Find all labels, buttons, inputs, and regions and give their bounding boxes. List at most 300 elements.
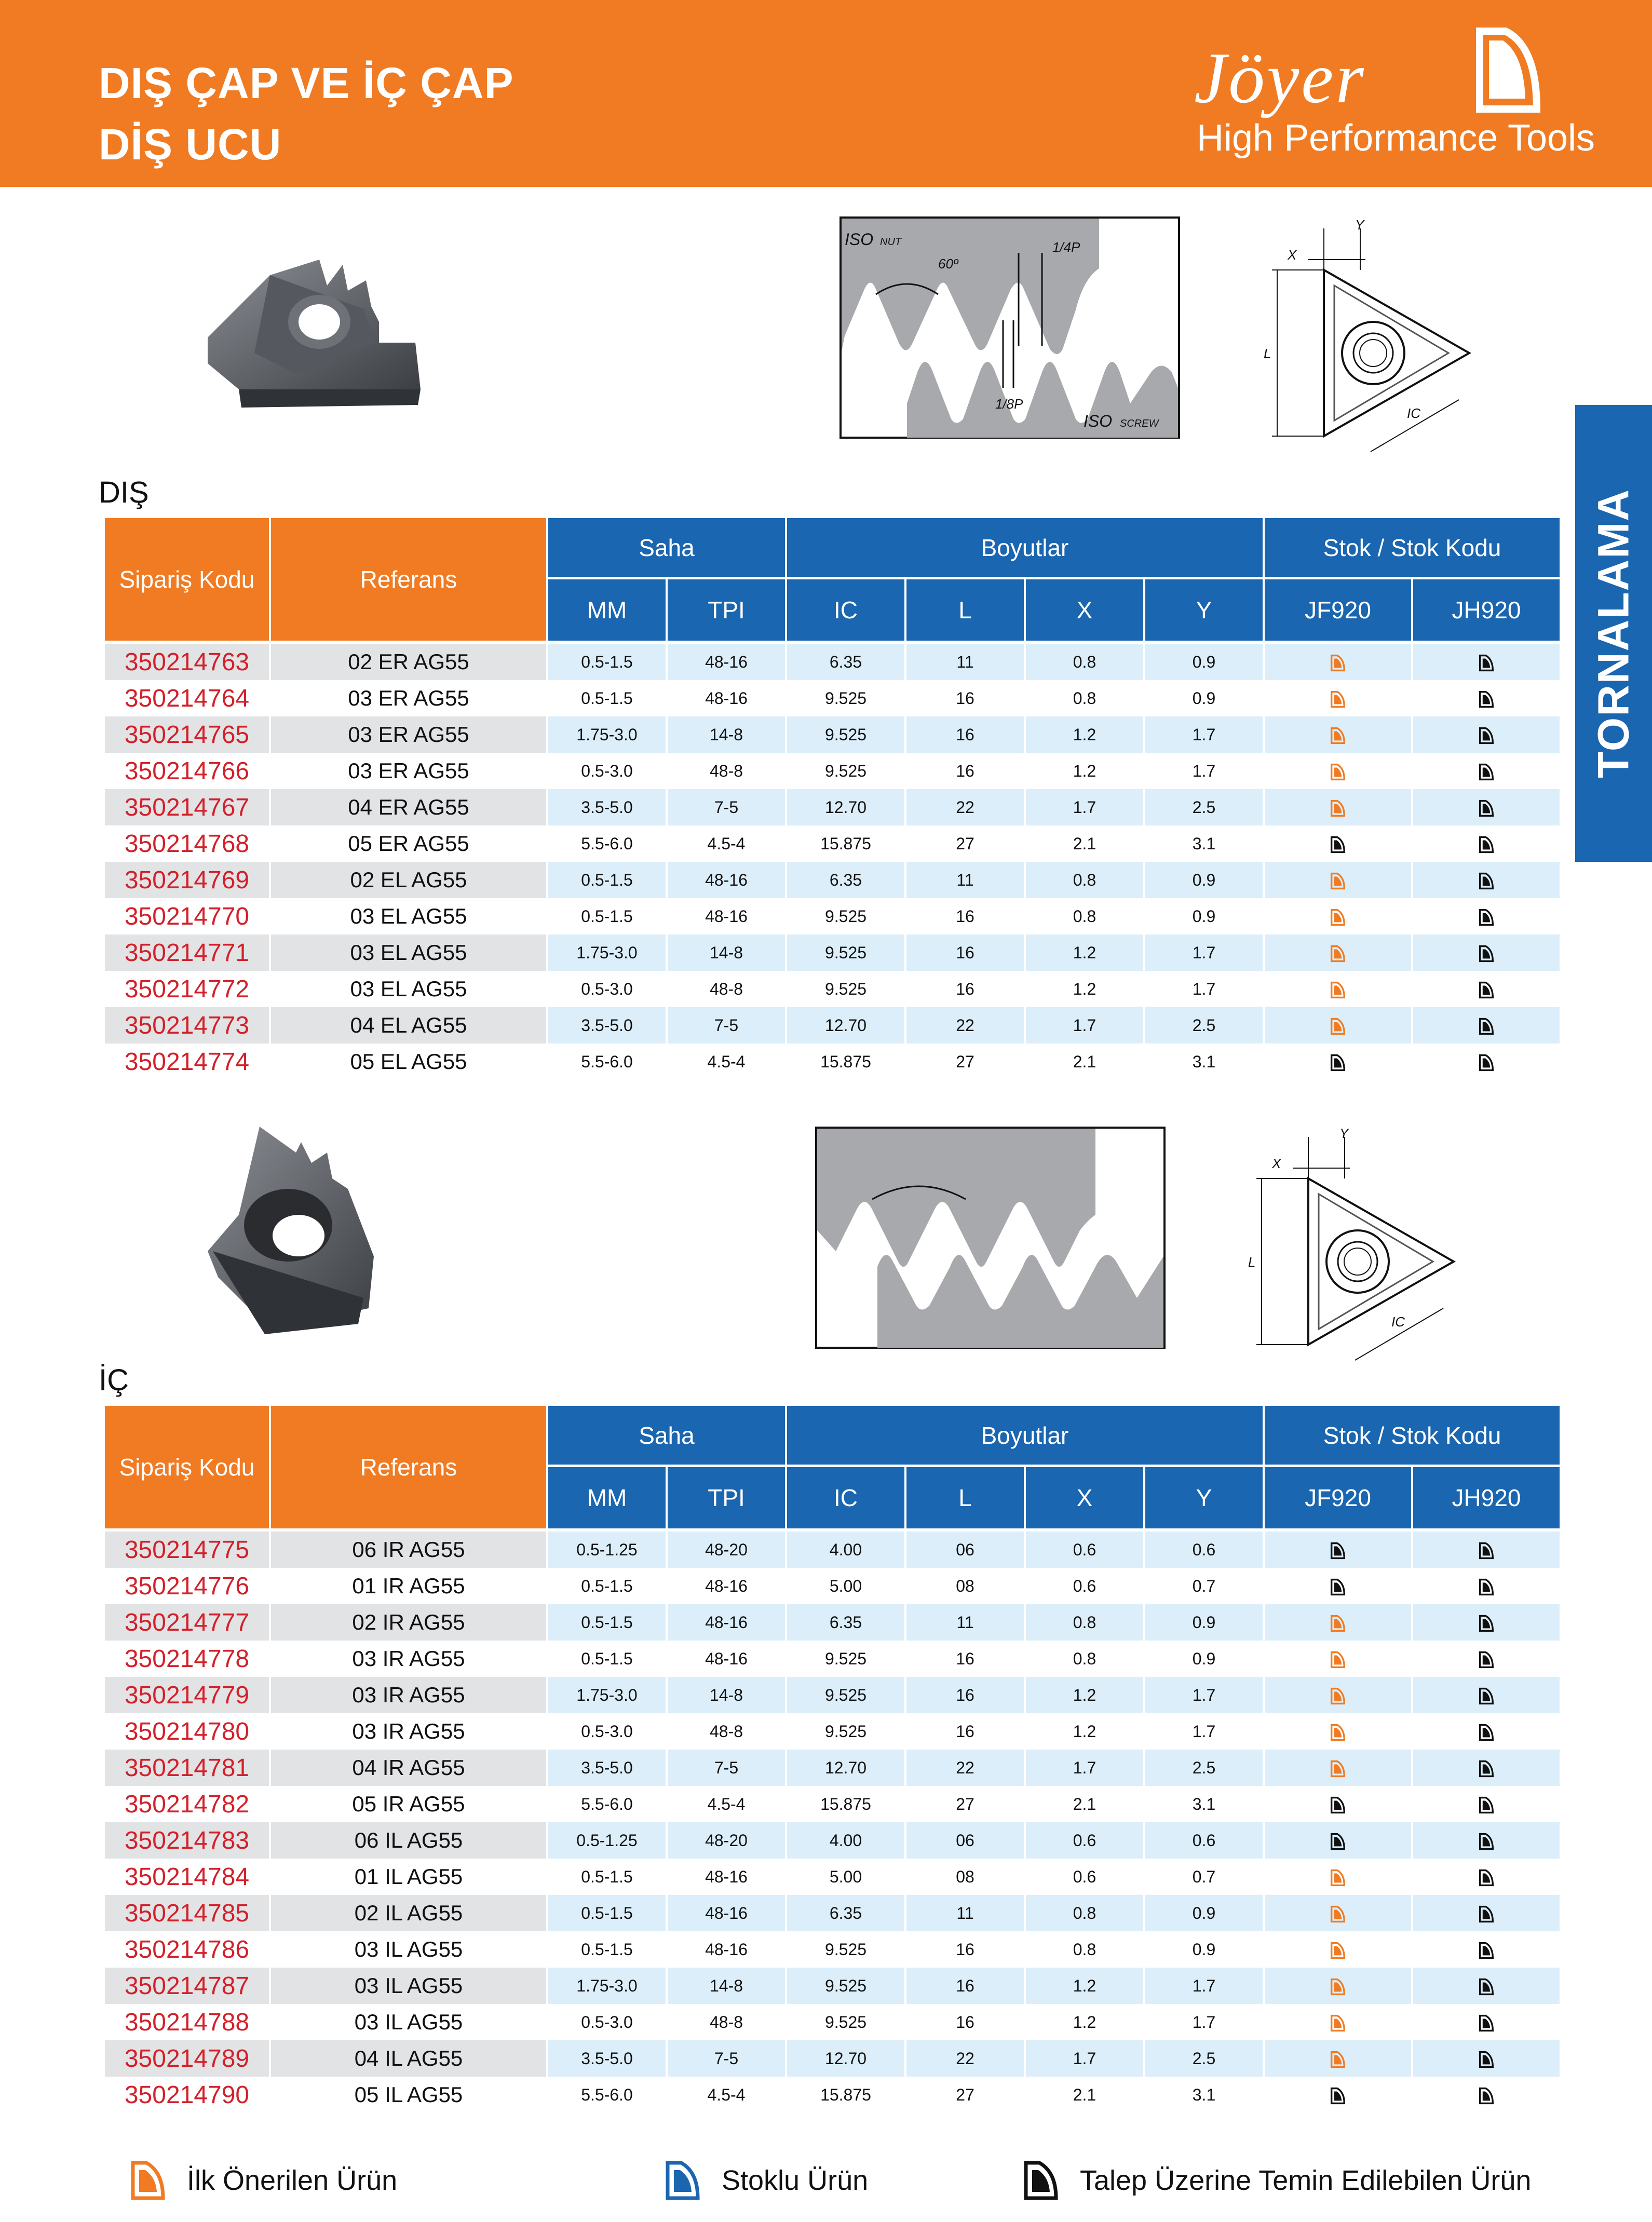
reference: 03 IL AG55 (271, 2004, 546, 2040)
on-request-product-icon (1329, 1542, 1347, 1560)
pitch-tpi: 48-16 (668, 1604, 785, 1641)
order-code: 350214789 (105, 2040, 269, 2077)
order-code: 350214769 (105, 862, 269, 898)
dim-l: 16 (906, 716, 1024, 753)
dim-y: 1.7 (1145, 716, 1263, 753)
dim-ic: 9.525 (787, 1931, 904, 1968)
on-request-product-icon (1478, 1978, 1495, 1996)
table-row (105, 1641, 1560, 1677)
table-row (105, 1677, 1560, 1713)
stock-jh920 (1413, 1931, 1560, 1968)
header-x: X (1026, 579, 1143, 644)
dim-x: 1.2 (1026, 971, 1143, 1007)
dim-l: 16 (906, 934, 1024, 971)
recommended-product-icon (1329, 1687, 1347, 1705)
dim-y: 2.5 (1145, 2040, 1263, 2077)
dim-l-label: L (1264, 346, 1271, 361)
dim-y: 1.7 (1145, 1713, 1263, 1750)
on-request-product-icon (1478, 2014, 1495, 2032)
dim-l: 27 (906, 825, 1024, 862)
stock-jh920 (1413, 1677, 1560, 1713)
pitch-tpi: 48-20 (668, 1822, 785, 1859)
dim-y: 0.7 (1145, 1859, 1263, 1895)
pitch-tpi: 48-16 (668, 1568, 785, 1604)
stock-jf920 (1265, 1532, 1411, 1568)
pitch-tpi: 4.5-4 (668, 2077, 785, 2113)
reference: 01 IL AG55 (271, 1859, 546, 1895)
order-code: 350214785 (105, 1895, 269, 1931)
header-jf920: JF920 (1265, 1467, 1411, 1532)
pitch-tpi: 14-8 (668, 934, 785, 971)
pitch-tpi: 7-5 (668, 2040, 785, 2077)
dim-y: 1.7 (1145, 934, 1263, 971)
stock-jh920 (1413, 934, 1560, 971)
order-code: 350214788 (105, 2004, 269, 2040)
table-row (105, 2040, 1560, 2077)
on-request-product-icon (1478, 800, 1495, 817)
on-request-product-icon (1478, 1724, 1495, 1741)
dim-y: 0.6 (1145, 1532, 1263, 1568)
insert-dimension-drawing (1262, 218, 1485, 457)
dim-x: 2.1 (1026, 1786, 1143, 1822)
dim-ic: 6.35 (787, 644, 904, 680)
header-mm: MM (548, 579, 666, 644)
stock-jh920 (1413, 1822, 1560, 1859)
reference: 06 IR AG55 (271, 1532, 546, 1568)
dim-x: 2.1 (1026, 2077, 1143, 2113)
internal-insert-dimension-drawing (1246, 1127, 1469, 1365)
order-code: 350214773 (105, 1007, 269, 1044)
pitch-tpi: 14-8 (668, 716, 785, 753)
pitch-mm: 5.5-6.0 (548, 1044, 666, 1080)
dim-y: 2.5 (1145, 789, 1263, 825)
order-code: 350214772 (105, 971, 269, 1007)
dim-x: 0.6 (1026, 1822, 1143, 1859)
on-request-product-icon (1478, 1796, 1495, 1814)
on-request-product-icon (1478, 1869, 1495, 1887)
pitch-tpi: 4.5-4 (668, 825, 785, 862)
stock-jf920 (1265, 1786, 1411, 1822)
dim-l: 08 (906, 1568, 1024, 1604)
dim-ic: 9.525 (787, 680, 904, 716)
pitch-tpi: 4.5-4 (668, 1786, 785, 1822)
header-referans: Referans (271, 1406, 546, 1532)
stock-jh920 (1413, 1713, 1560, 1750)
dim-y: 1.7 (1145, 971, 1263, 1007)
dim-x: 0.6 (1026, 1532, 1143, 1568)
stock-jh920 (1413, 898, 1560, 934)
stock-jf920 (1265, 862, 1411, 898)
pitch-tpi: 48-16 (668, 1859, 785, 1895)
dim-x: 1.7 (1026, 1750, 1143, 1786)
pitch-tpi: 48-8 (668, 1713, 785, 1750)
on-request-product-icon (1478, 690, 1495, 708)
table-row (105, 1822, 1560, 1859)
dim-l: 16 (906, 1713, 1024, 1750)
pitch-mm: 1.75-3.0 (548, 1968, 666, 2004)
pitch-mm: 0.5-1.25 (548, 1822, 666, 1859)
order-code: 350214774 (105, 1044, 269, 1080)
reference: 03 EL AG55 (271, 971, 546, 1007)
dim-y: 2.5 (1145, 1007, 1263, 1044)
dim-y: 0.9 (1145, 1895, 1263, 1931)
order-code: 350214780 (105, 1713, 269, 1750)
page-subtitle: DİŞ UCU (99, 120, 282, 169)
stock-jh920 (1413, 789, 1560, 825)
dim-y: 0.7 (1145, 1568, 1263, 1604)
recommended-product-icon (1329, 1615, 1347, 1632)
on-request-product-icon (1478, 1651, 1495, 1669)
dim-ic: 12.70 (787, 1007, 904, 1044)
eighth-pitch-label: 1/8P (995, 396, 1023, 412)
dim-l: 16 (906, 1677, 1024, 1713)
stock-jf920 (1265, 2040, 1411, 2077)
dim-y: 1.7 (1145, 2004, 1263, 2040)
dim-x: 1.7 (1026, 2040, 1143, 2077)
reference: 02 IL AG55 (271, 1895, 546, 1931)
dim-l: 06 (906, 1822, 1024, 1859)
order-code: 350214778 (105, 1641, 269, 1677)
pitch-tpi: 7-5 (668, 789, 785, 825)
table-row (105, 971, 1560, 1007)
reference: 03 IR AG55 (271, 1641, 546, 1677)
dim-ic: 4.00 (787, 1822, 904, 1859)
pitch-tpi: 48-16 (668, 680, 785, 716)
on-request-product-icon (1329, 1796, 1347, 1814)
recommended-product-icon (1329, 981, 1347, 999)
recommended-product-icon (1329, 654, 1347, 672)
on-request-product-icon (1329, 2087, 1347, 2105)
thread-profile-diagram (815, 1127, 1166, 1349)
header-boyutlar: Boyutlar (787, 1406, 1263, 1467)
order-code: 350214784 (105, 1859, 269, 1895)
quarter-pitch-label: 1/4P (1052, 239, 1080, 255)
header-l: L (906, 1467, 1024, 1532)
external-thread-rows (105, 644, 1560, 1080)
reference: 03 ER AG55 (271, 716, 546, 753)
header-l: L (906, 579, 1024, 644)
reference: 03 IL AG55 (271, 1931, 546, 1968)
dim-x: 1.2 (1026, 1968, 1143, 2004)
on-request-product-icon (1478, 1760, 1495, 1778)
stock-jf920 (1265, 1968, 1411, 2004)
on-request-product-icon (1478, 872, 1495, 890)
dim-x: 1.2 (1026, 934, 1143, 971)
header-x: X (1026, 1467, 1143, 1532)
dim-x: 0.6 (1026, 1859, 1143, 1895)
dim-x: 1.7 (1026, 789, 1143, 825)
reference: 05 EL AG55 (271, 1044, 546, 1080)
brand-name: Jöyer (1194, 38, 1366, 118)
reference: 02 ER AG55 (271, 644, 546, 680)
order-code: 350214771 (105, 934, 269, 971)
dim-l: 16 (906, 1641, 1024, 1677)
order-code: 350214770 (105, 898, 269, 934)
legend-in-stock (665, 2160, 868, 2201)
order-code: 350214768 (105, 825, 269, 862)
dim-l: 22 (906, 2040, 1024, 2077)
table-row (105, 1750, 1560, 1786)
reference: 03 IR AG55 (271, 1713, 546, 1750)
internal-section-label: İÇ (99, 1363, 129, 1397)
pitch-mm: 0.5-1.5 (548, 862, 666, 898)
stock-jh920 (1413, 2040, 1560, 2077)
dim-l: 16 (906, 680, 1024, 716)
on-request-product-icon (1478, 2087, 1495, 2105)
dim-ic: 15.875 (787, 825, 904, 862)
dim-x: 2.1 (1026, 1044, 1143, 1080)
dim-ic: 4.00 (787, 1532, 904, 1568)
header-boyutlar: Boyutlar (787, 518, 1263, 579)
stock-jh920 (1413, 1859, 1560, 1895)
table-row (105, 1532, 1560, 1568)
table-row (105, 2004, 1560, 2040)
order-code: 350214765 (105, 716, 269, 753)
reference: 02 EL AG55 (271, 862, 546, 898)
stock-jh920 (1413, 716, 1560, 753)
dim-y: 0.9 (1145, 898, 1263, 934)
pitch-tpi: 48-8 (668, 2004, 785, 2040)
dim-x: 0.8 (1026, 1604, 1143, 1641)
pitch-tpi: 7-5 (668, 1750, 785, 1786)
stock-jf920 (1265, 898, 1411, 934)
pitch-mm: 0.5-3.0 (548, 2004, 666, 2040)
reference: 05 ER AG55 (271, 825, 546, 862)
on-request-product-icon (1478, 763, 1495, 781)
on-request-product-icon (1329, 1833, 1347, 1850)
dim-ic-label: IC (1407, 405, 1420, 421)
pitch-mm: 0.5-3.0 (548, 971, 666, 1007)
table-row (105, 2077, 1560, 2113)
table-row (105, 1968, 1560, 2004)
on-request-product-icon (1478, 654, 1495, 672)
pitch-tpi: 14-8 (668, 1968, 785, 2004)
reference: 03 ER AG55 (271, 680, 546, 716)
recommended-product-icon (1329, 945, 1347, 963)
pitch-tpi: 48-16 (668, 1931, 785, 1968)
dim-y-label: Y (1339, 1127, 1349, 1141)
legend-recommended (130, 2160, 397, 2201)
dim-ic: 15.875 (787, 1044, 904, 1080)
pitch-mm: 0.5-1.5 (548, 1859, 666, 1895)
dim-x: 1.7 (1026, 1007, 1143, 1044)
stock-jf920 (1265, 680, 1411, 716)
dim-x: 2.1 (1026, 825, 1143, 862)
pitch-tpi: 4.5-4 (668, 1044, 785, 1080)
pitch-tpi: 48-16 (668, 898, 785, 934)
pitch-mm: 1.75-3.0 (548, 716, 666, 753)
stock-jf920 (1265, 1750, 1411, 1786)
dim-l: 11 (906, 644, 1024, 680)
dim-y-label: Y (1355, 218, 1364, 233)
dim-l: 27 (906, 1786, 1024, 1822)
on-request-product-icon (1478, 1018, 1495, 1035)
pitch-mm: 0.5-1.25 (548, 1532, 666, 1568)
dim-x: 1.2 (1026, 753, 1143, 789)
dim-ic: 12.70 (787, 2040, 904, 2077)
reference: 04 EL AG55 (271, 1007, 546, 1044)
dim-l: 27 (906, 1044, 1024, 1080)
pitch-tpi: 48-8 (668, 971, 785, 1007)
header-saha: Saha (548, 518, 785, 579)
pitch-mm: 3.5-5.0 (548, 1750, 666, 1786)
table-row (105, 825, 1560, 862)
stock-jh920 (1413, 1641, 1560, 1677)
stock-jf920 (1265, 1568, 1411, 1604)
order-code: 350214779 (105, 1677, 269, 1713)
external-insert-photo (192, 218, 493, 436)
dim-y: 1.7 (1145, 1677, 1263, 1713)
header-tpi: TPI (668, 1467, 785, 1532)
header-tpi: TPI (668, 579, 785, 644)
dim-ic: 12.70 (787, 789, 904, 825)
stock-jh920 (1413, 680, 1560, 716)
stock-jf920 (1265, 1641, 1411, 1677)
stock-jf920 (1265, 753, 1411, 789)
order-code: 350214764 (105, 680, 269, 716)
pitch-mm: 1.75-3.0 (548, 1677, 666, 1713)
pitch-mm: 3.5-5.0 (548, 789, 666, 825)
recommended-product-icon (1329, 1942, 1347, 1959)
recommended-product-icon (1329, 1760, 1347, 1778)
stock-jh920 (1413, 1895, 1560, 1931)
recommended-product-icon (1329, 872, 1347, 890)
stock-jf920 (1265, 1677, 1411, 1713)
dim-l-label: L (1248, 1254, 1256, 1270)
pitch-mm: 5.5-6.0 (548, 1786, 666, 1822)
recommended-product-icon (1329, 727, 1347, 744)
dim-x: 0.8 (1026, 862, 1143, 898)
order-code: 350214787 (105, 1968, 269, 2004)
dim-ic: 15.875 (787, 1786, 904, 1822)
dim-l: 16 (906, 898, 1024, 934)
on-request-product-icon (1023, 2160, 1059, 2201)
dim-ic: 9.525 (787, 971, 904, 1007)
dim-l: 06 (906, 1532, 1024, 1568)
dim-ic: 9.525 (787, 1713, 904, 1750)
dim-ic: 5.00 (787, 1568, 904, 1604)
stock-jh920 (1413, 862, 1560, 898)
reference: 01 IR AG55 (271, 1568, 546, 1604)
pitch-mm: 3.5-5.0 (548, 2040, 666, 2077)
order-code: 350214763 (105, 644, 269, 680)
dim-l: 27 (906, 2077, 1024, 2113)
stock-jf920 (1265, 1713, 1411, 1750)
table-row (105, 898, 1560, 934)
dim-ic: 6.35 (787, 1895, 904, 1931)
dim-ic: 9.525 (787, 1968, 904, 2004)
stock-jf920 (1265, 1604, 1411, 1641)
dim-l: 22 (906, 1750, 1024, 1786)
dim-ic-label: IC (1391, 1314, 1405, 1330)
order-code: 350214786 (105, 1931, 269, 1968)
stock-jh920 (1413, 1750, 1560, 1786)
order-code: 350214783 (105, 1822, 269, 1859)
order-code: 350214767 (105, 789, 269, 825)
dim-y: 3.1 (1145, 1786, 1263, 1822)
order-code: 350214777 (105, 1604, 269, 1641)
header-mm: MM (548, 1467, 666, 1532)
recommended-product-icon (1329, 1978, 1347, 1996)
dim-ic: 9.525 (787, 2004, 904, 2040)
reference: 03 EL AG55 (271, 934, 546, 971)
page-title: DIŞ ÇAP VE İÇ ÇAP (99, 59, 514, 107)
on-request-product-icon (1478, 981, 1495, 999)
recommended-product-icon (1329, 1724, 1347, 1741)
header-ic: IC (787, 579, 904, 644)
stock-jh920 (1413, 1786, 1560, 1822)
table-row (105, 680, 1560, 716)
on-request-product-icon (1478, 836, 1495, 853)
dim-ic: 15.875 (787, 2077, 904, 2113)
table-row (105, 1007, 1560, 1044)
header-y: Y (1145, 1467, 1263, 1532)
dim-x: 0.6 (1026, 1568, 1143, 1604)
dim-l: 11 (906, 862, 1024, 898)
header-jh920: JH920 (1413, 1467, 1560, 1532)
recommended-product-icon (1329, 1869, 1347, 1887)
recommended-product-icon (1329, 690, 1347, 708)
dim-x: 0.8 (1026, 644, 1143, 680)
stock-jh920 (1413, 2077, 1560, 2113)
on-request-product-icon (1478, 909, 1495, 926)
table-row (105, 716, 1560, 753)
stock-jh920 (1413, 1044, 1560, 1080)
dim-l: 22 (906, 789, 1024, 825)
header-siparis: Sipariş Kodu (105, 518, 269, 644)
dim-y: 3.1 (1145, 1044, 1263, 1080)
iso-nut-label: ISO (845, 230, 874, 249)
pitch-tpi: 48-16 (668, 862, 785, 898)
table-row (105, 644, 1560, 680)
section-side-label: TORNALAMA (1589, 489, 1638, 778)
dim-l: 11 (906, 1895, 1024, 1931)
pitch-mm: 0.5-1.5 (548, 644, 666, 680)
dim-l: 16 (906, 2004, 1024, 2040)
header-stok: Stok / Stok Kodu (1265, 1406, 1560, 1467)
order-code: 350214766 (105, 753, 269, 789)
dim-y: 3.1 (1145, 825, 1263, 862)
iso-nut-sub: NUT (880, 236, 902, 248)
recommended-product-icon (1329, 1651, 1347, 1669)
header-saha: Saha (548, 1406, 785, 1467)
order-code: 350214776 (105, 1568, 269, 1604)
dim-l: 22 (906, 1007, 1024, 1044)
recommended-product-icon (1329, 2051, 1347, 2068)
pitch-tpi: 48-16 (668, 644, 785, 680)
reference: 03 ER AG55 (271, 753, 546, 789)
pitch-tpi: 14-8 (668, 1677, 785, 1713)
dim-y: 1.7 (1145, 753, 1263, 789)
pitch-mm: 0.5-1.5 (548, 1641, 666, 1677)
dim-x: 0.8 (1026, 1895, 1143, 1931)
dim-x: 1.2 (1026, 1677, 1143, 1713)
stock-jh920 (1413, 971, 1560, 1007)
stock-jf920 (1265, 2077, 1411, 2113)
dim-ic: 9.525 (787, 1677, 904, 1713)
internal-insert-photo (197, 1121, 478, 1339)
on-request-product-icon (1478, 1905, 1495, 1923)
reference: 02 IR AG55 (271, 1604, 546, 1641)
pitch-mm: 0.5-1.5 (548, 1604, 666, 1641)
dim-l: 16 (906, 971, 1024, 1007)
reference: 03 IR AG55 (271, 1677, 546, 1713)
page-header (0, 0, 1652, 187)
table-row (105, 1859, 1560, 1895)
reference: 06 IL AG55 (271, 1822, 546, 1859)
table-row (105, 1713, 1560, 1750)
table-row (105, 1895, 1560, 1931)
